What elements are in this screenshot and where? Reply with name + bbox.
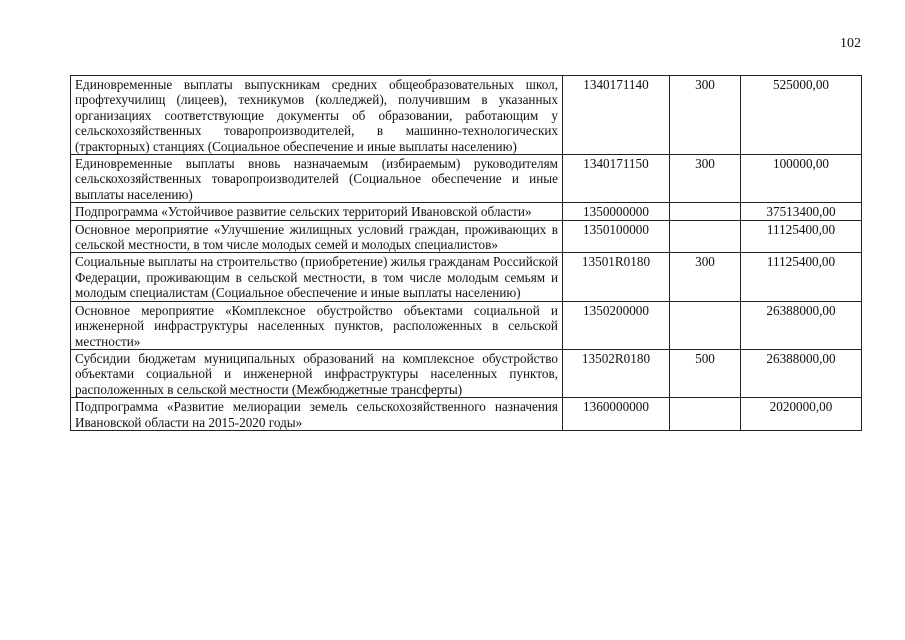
table-row xyxy=(71,349,862,397)
row-target-code: 1340171150 xyxy=(563,155,670,203)
row-target-code: 1350200000 xyxy=(563,301,670,349)
row-amount: 11125400,00 xyxy=(741,220,862,253)
row-expense-type xyxy=(670,203,741,220)
row-target-code: 13501R0180 xyxy=(563,253,670,301)
row-amount: 37513400,00 xyxy=(741,203,862,220)
page-number: 102 xyxy=(840,36,861,51)
row-expense-type xyxy=(670,301,741,349)
row-target-code: 1350000000 xyxy=(563,203,670,220)
row-expense-type: 300 xyxy=(670,253,741,301)
table-row xyxy=(71,155,862,203)
row-expense-type xyxy=(670,398,741,431)
row-description: Субсидии бюджетам муниципальных образований на комплексное обустройство объектами социальной и инженерной инфраструктуры населенных пунктов, расположенных в сельской местности (Межбюджетные трансферты) xyxy=(71,349,563,397)
row-amount: 26388000,00 xyxy=(741,349,862,397)
table-row xyxy=(71,301,862,349)
table-row xyxy=(71,253,862,301)
table-row xyxy=(71,220,862,253)
row-amount: 11125400,00 xyxy=(741,253,862,301)
row-description: Единовременные выплаты выпускникам средних общеобразовательных школ, профтехучилищ (лицеев), техникумов (колледжей), получившим в указанных организациях соответствующие документы об образовании, работающим у сельскохозяйственных товаропроизводителей, в машинно-технологических (тракторных) станциях (Социальное обеспечение и иные выплаты населению) xyxy=(71,76,563,155)
row-description: Основное мероприятие «Улучшение жилищных условий граждан, проживающих в сельской местности, в том числе молодых семей и молодых специалистов» xyxy=(71,220,563,253)
row-amount: 2020000,00 xyxy=(741,398,862,431)
row-amount: 100000,00 xyxy=(741,155,862,203)
table-row xyxy=(71,398,862,431)
row-target-code: 1360000000 xyxy=(563,398,670,431)
row-target-code: 1340171140 xyxy=(563,76,670,155)
table-row xyxy=(71,76,862,155)
row-target-code: 1350100000 xyxy=(563,220,670,253)
row-amount: 525000,00 xyxy=(741,76,862,155)
table-row xyxy=(71,203,862,220)
row-expense-type xyxy=(670,220,741,253)
row-expense-type: 300 xyxy=(670,155,741,203)
row-description: Подпрограмма «Устойчивое развитие сельских территорий Ивановской области» xyxy=(71,203,563,220)
row-expense-type: 500 xyxy=(670,349,741,397)
row-description: Подпрограмма «Развитие мелиорации земель сельскохозяйственного назначения Ивановской области на 2015-2020 годы» xyxy=(71,398,563,431)
budget-table xyxy=(70,75,862,431)
row-description: Единовременные выплаты вновь назначаемым (избираемым) руководителям сельскохозяйственных товаропроизводителей (Социальное обеспечение и иные выплаты населению) xyxy=(71,155,563,203)
row-amount: 26388000,00 xyxy=(741,301,862,349)
row-target-code: 13502R0180 xyxy=(563,349,670,397)
row-description: Социальные выплаты на строительство (приобретение) жилья гражданам Российской Федерации, проживающим в сельской местности, в том числе молодым семьям и молодым специалистам (Социальное обеспечение и иные выплаты населению) xyxy=(71,253,563,301)
row-description: Основное мероприятие «Комплексное обустройство объектами социальной и инженерной инфраструктуры населенных пунктов, расположенных в сельской местности» xyxy=(71,301,563,349)
row-expense-type: 300 xyxy=(670,76,741,155)
